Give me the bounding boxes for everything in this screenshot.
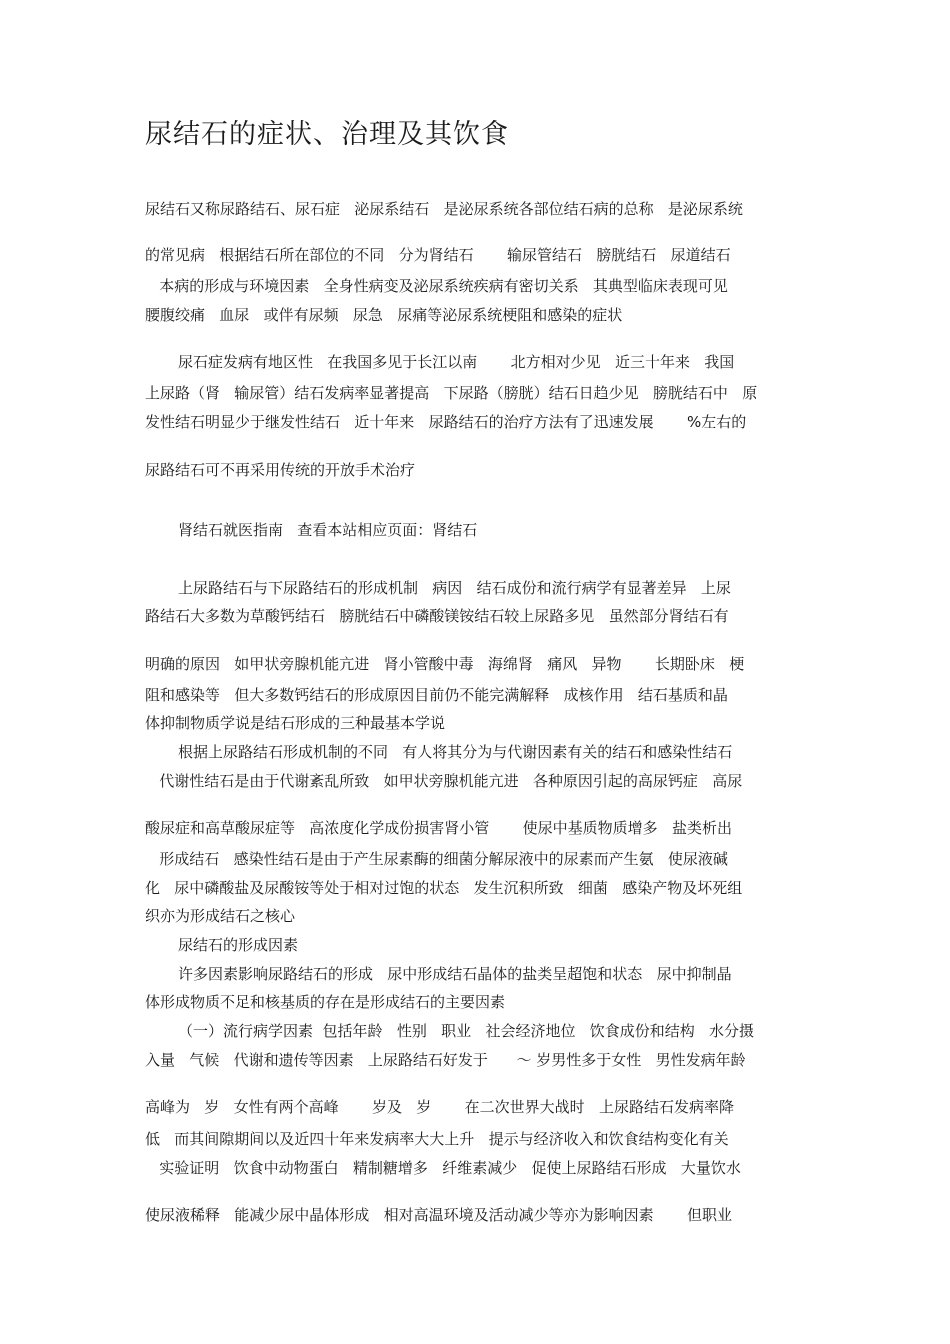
text-line: 尿石症发病有地区性 在我国多见于长江以南 北方相对少见 近三十年来 我国: [178, 353, 735, 371]
text-line: 化 尿中磷酸盐及尿酸铵等处于相对过饱的状态 发生沉积所致 细菌 感染产物及坏死组: [145, 879, 743, 897]
text-line: 发性结石明显少于继发性结石 近十年来 尿路结石的治疗方法有了迅速发展 %左右的: [145, 413, 747, 431]
text-line: 尿路结石可不再采用传统的开放手术治疗: [145, 461, 416, 479]
text-line: 尿结石又称尿路结石、尿石症 泌尿系结石 是泌尿系统各部位结石病的总称 是泌尿系统: [145, 200, 743, 218]
text-line: 本病的形成与环境因素 全身性病变及泌尿系统疾病有密切关系 其典型临床表现可见: [145, 277, 728, 295]
section-heading: 尿结石的形成因素: [178, 936, 299, 954]
text-line: 上尿路（肾 输尿管）结石发病率显著提高 下尿路（膀胱）结石日趋少见 膀胱结石中 原: [145, 384, 758, 402]
text-line: 实验证明 饮食中动物蛋白 精制糖增多 纤维素减少 促使上尿路结石形成 大量饮水: [145, 1159, 741, 1177]
text-line: 上尿路结石与下尿路结石的形成机制 病因 结石成份和流行病学有显著差异 上尿: [178, 579, 731, 597]
text-line: 体抑制物质学说是结石形成的三种最基本学说: [145, 714, 446, 732]
text-line: 根据上尿路结石形成机制的不同 有人将其分为与代谢因素有关的结石和感染性结石: [178, 743, 733, 761]
text-line: 代谢性结石是由于代谢紊乱所致 如甲状旁腺机能亢进 各种原因引起的高尿钙症 高尿: [145, 772, 743, 790]
text-line: 酸尿症和高草酸尿症等 高浓度化学成份损害肾小管 使尿中基质物质增多 盐类析出: [145, 819, 732, 837]
text-line: 的常见病 根据结石所在部位的不同 分为肾结石 输尿管结石 膀胱结石 尿道结石: [145, 246, 731, 264]
text-line: 高峰为 岁 女性有两个高峰 岁及 岁 在二次世界大战时 上尿路结石发病率降: [145, 1098, 734, 1116]
text-line: 路结石大多数为草酸钙结石 膀胱结石中磷酸镁铵结石较上尿路多见 虽然部分肾结石有: [145, 607, 729, 625]
text-line: 入量 气候 代谢和遗传等因素 上尿路结石好发于 ～ 岁男性多于女性 男性发病年龄: [145, 1051, 746, 1069]
text-line: 肾结石就医指南 查看本站相应页面：肾结石: [178, 521, 478, 539]
text-line: 阻和感染等 但大多数钙结石的形成原因目前仍不能完满解释 成核作用 结石基质和晶: [145, 686, 728, 704]
text-line: 形成结石 感染性结石是由于产生尿素酶的细菌分解尿液中的尿素而产生氨 使尿液碱: [145, 850, 728, 868]
text-line: 许多因素影响尿路结石的形成 尿中形成结石晶体的盐类呈超饱和状态 尿中抑制晶: [178, 965, 732, 983]
text-line: 织亦为形成结石之核心: [145, 907, 296, 925]
text-line: 低 而其间隙期间以及近四十年来发病率大大上升 提示与经济收入和饮食结构变化有关: [145, 1130, 729, 1148]
page-title: 尿结石的症状、治理及其饮食: [145, 119, 509, 150]
text-line: 腰腹绞痛 血尿 或伴有尿频 尿急 尿痛等泌尿系统梗阻和感染的症状: [145, 306, 623, 324]
text-line: （一）流行病学因素 包括年龄 性别 职业 社会经济地位 饮食成份和结构 水分摄: [178, 1022, 755, 1040]
text-line: 体形成物质不足和核基质的存在是形成结石的主要因素: [145, 993, 506, 1011]
text-line: 使尿液稀释 能减少尿中晶体形成 相对高温环境及活动减少等亦为影响因素 但职业: [145, 1206, 732, 1224]
text-line: 明确的原因 如甲状旁腺机能亢进 肾小管酸中毒 海绵肾 痛风 异物 长期卧床 梗: [145, 655, 745, 673]
